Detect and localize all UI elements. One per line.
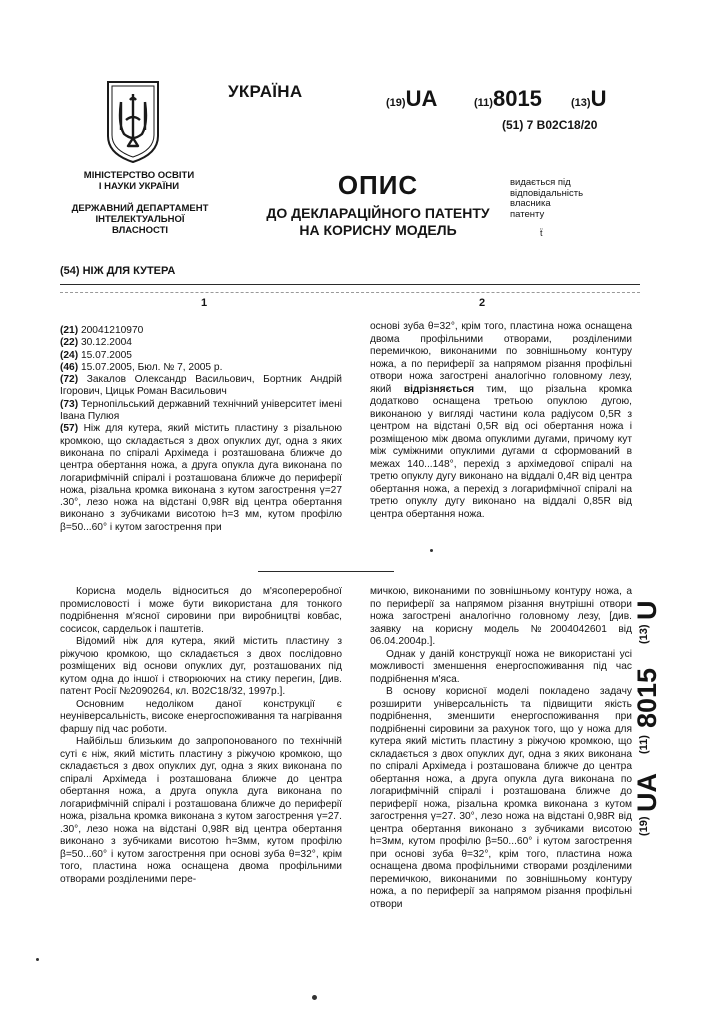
- description-left-column: [60, 586, 342, 886]
- bibliographic-data: [60, 325, 342, 534]
- biblio-row-46: (46) 15.07.2005, Бюл. № 7, 2005 р.: [60, 361, 223, 373]
- biblio-row-24: (24) 15.07.2005: [60, 349, 132, 361]
- description-paragraph: Однак у даній конструкції ножа не використані усі можливості зменшення енергоспоживання під час подрібнення м'яса.: [370, 648, 632, 685]
- claim-paragraph-continued: основі зуба θ=32°, крім того, пластина ножа оснащена двома профільними отворами, розділеними перемичкою, виконаними по зовнішньому контуру ножа, а по периферії за напрямом різання профільні отвори ножа загострені аналогічно головному лезу, який відрізняється тим, що різальна кромка додатково оснащена третьою опуклою дугою, виконаною у вигляді частини кола радіусом 0,5R з центром на відстані 0,5R від осі обертання ножа і розміщеною між двома опуклими дугами, причому кут між суміжними опуклими дугами α сформований в межах 140...148°, перехід з архімедової спіралі на третю опуклу дугу виконано на віддалі 0,4R від центра обертання ножа, а перехід з логарифмічної спіралі на третю опуклу дугу виконано на віддалі 0,85R від центра обертання ножа.: [370, 321, 633, 520]
- document-title: ОПИС: [337, 170, 419, 200]
- biblio-row-21: (21) 20041210970: [60, 325, 144, 336]
- description-right-column: [370, 586, 632, 911]
- separator-line-faint: [60, 292, 640, 293]
- trident-emblem: [104, 80, 162, 164]
- description-paragraph: мичкою, виконаними по зовнішньому контуру ножа, а по периферії за напрямом різання внутрішні отвори ножа загострені аналогічно головному лезу, [див. заявку на корисну модель №2004042601 від 06.04.2004р.].: [370, 586, 632, 647]
- ministry-name: МІНІСТЕРСТВО ОСВІТИ І НАУКИ УКРАЇНИ: [83, 170, 195, 192]
- code-19: (19)UA: [386, 86, 438, 111]
- invention-title: (54) НІЖ ДЛЯ КУТЕРА: [60, 265, 176, 277]
- scan-speck: [312, 995, 317, 1000]
- biblio-row-73: (73) Тернопільський державний технічний університет імені Івана Пулюя: [60, 398, 342, 423]
- biblio-row-22: (22) 30.12.2004: [60, 337, 132, 349]
- description-paragraph: В основу корисної моделі покладено задачу розширити універсальність та підвищити якість подрібнення, зменшити енергоспоживання при подрібненні сировини за рахунок того, що у ножа для кутера який містить пластину з ріжучою кромкою, що складається з двох опуклих дуг, одна з яких виконана по спіралі Архімеда і розташована ближче до центра обертання ножа, а друга опукла дуга виконана по логарифмічній спіралі і розташована ближче до периферії ножа, різальна кромка виконана з кутом загострення γ=27. 30°, лезо ножа на відстані 0,98R від центра обертання виконано з зубчиками висотою h=3мм, кутом профілю β=50...60° і кутом загострення при основі зуба θ=32°, крім того, пластина ножа оснащена двома профільними створами розділеними перемичкою, виконаними по зовнішньому контуру ножа, а по периферії за напрямом різання профільні отвори: [370, 686, 632, 910]
- separator-line-top: [60, 284, 640, 285]
- column-number-2: 2: [479, 297, 486, 309]
- column-number-1: 1: [201, 297, 208, 309]
- description-paragraph: Корисна модель відноситься до м'ясопереробної промисловості і може бути використана для тонкого подрібнення м'ясної сировини при виробництві ковбас, сосисок, сардельок і паштетів.: [60, 586, 342, 635]
- description-paragraph: Найбільш близьким до запропонованого по технічній суті є ніж, який містить пластину з ріжучою кромкою, що складається з двох опуклих дуг, одна з яких виконана по спіралі Архімеда і розташована ближче до центра обертання ножа, а друга опукла дуга виконана по логарифмічній спіралі і розташована ближче до периферії ножа, різальна кромка виконана з кутом загострення γ=27. .30°, лезо ножа на відстані 0,98R від центра обертання виконано з зубчиками висотою h=3мм, кутом профілю β=50...60° і кутом загострення при основі зуба θ=32°, крім того, пластина ножа оснащена двома профільними отворами розділеними пере-: [60, 736, 342, 885]
- code-13: (13)U: [571, 86, 607, 111]
- vertical-patent-code: (19) UA (11) 8015 (13) U: [632, 600, 662, 836]
- section-divider: [258, 571, 394, 572]
- document-subtitle: ДО ДЕКЛАРАЦІЙНОГО ПАТЕНТУ НА КОРИСНУ МОДЕЛЬ: [266, 205, 490, 238]
- scan-speck: [430, 549, 433, 552]
- department-name: ДЕРЖАВНИЙ ДЕПАРТАМЕНТ ІНТЕЛЕКТУАЛЬНОЇ ВЛАСНОСТІ: [71, 203, 209, 236]
- scan-speck: [36, 958, 39, 961]
- side-mark: ẗ: [540, 228, 543, 238]
- ipc-classification: (51) 7 B02C18/20: [502, 118, 598, 132]
- biblio-row-72: (72) Закалов Олександр Васильович, Бортник Андрій Ігорович, Цицьк Роман Васильович: [60, 374, 342, 398]
- claim-paragraph-start: (57) Ніж для кутера, який містить пластину з різальною кромкою, що складається з двох опуклих дуг, одна з яких виконана по спіралі Архімеда і розташована ближче до центра обертання ножа, а друга опукла дуга виконана по логарифмічній спіралі і розташована ближче до периферії ножа, різальна кромка виконана з кутом загострення γ=27 .30°, лезо ножа на відстані 0,98R від центра обертання виконано з зубчиками висотою h=3 мм, кутом профілю β=50...60° і кутом загострення при: [60, 423, 342, 533]
- code-11-patent-number: (11)8015: [474, 86, 542, 111]
- country-name: УКРАЇНА: [228, 82, 303, 101]
- description-paragraph: Основним недоліком даної конструкції є неуніверсальність, високе енергоспоживання та нагрівання фаршу під час роботи.: [60, 698, 342, 735]
- responsibility-note: видається під відповідальність власника патенту: [510, 177, 584, 220]
- description-paragraph: Відомий ніж для кутера, який містить пластину з ріжучою кромкою, що складається з двох послідовно розміщених від основи опуклих дуг, розташованих під кутом одна до іншої і створюючих на стику перегин, [див. патент Росії №2090264, кл. B02C18/32, 1997р.].: [60, 636, 342, 697]
